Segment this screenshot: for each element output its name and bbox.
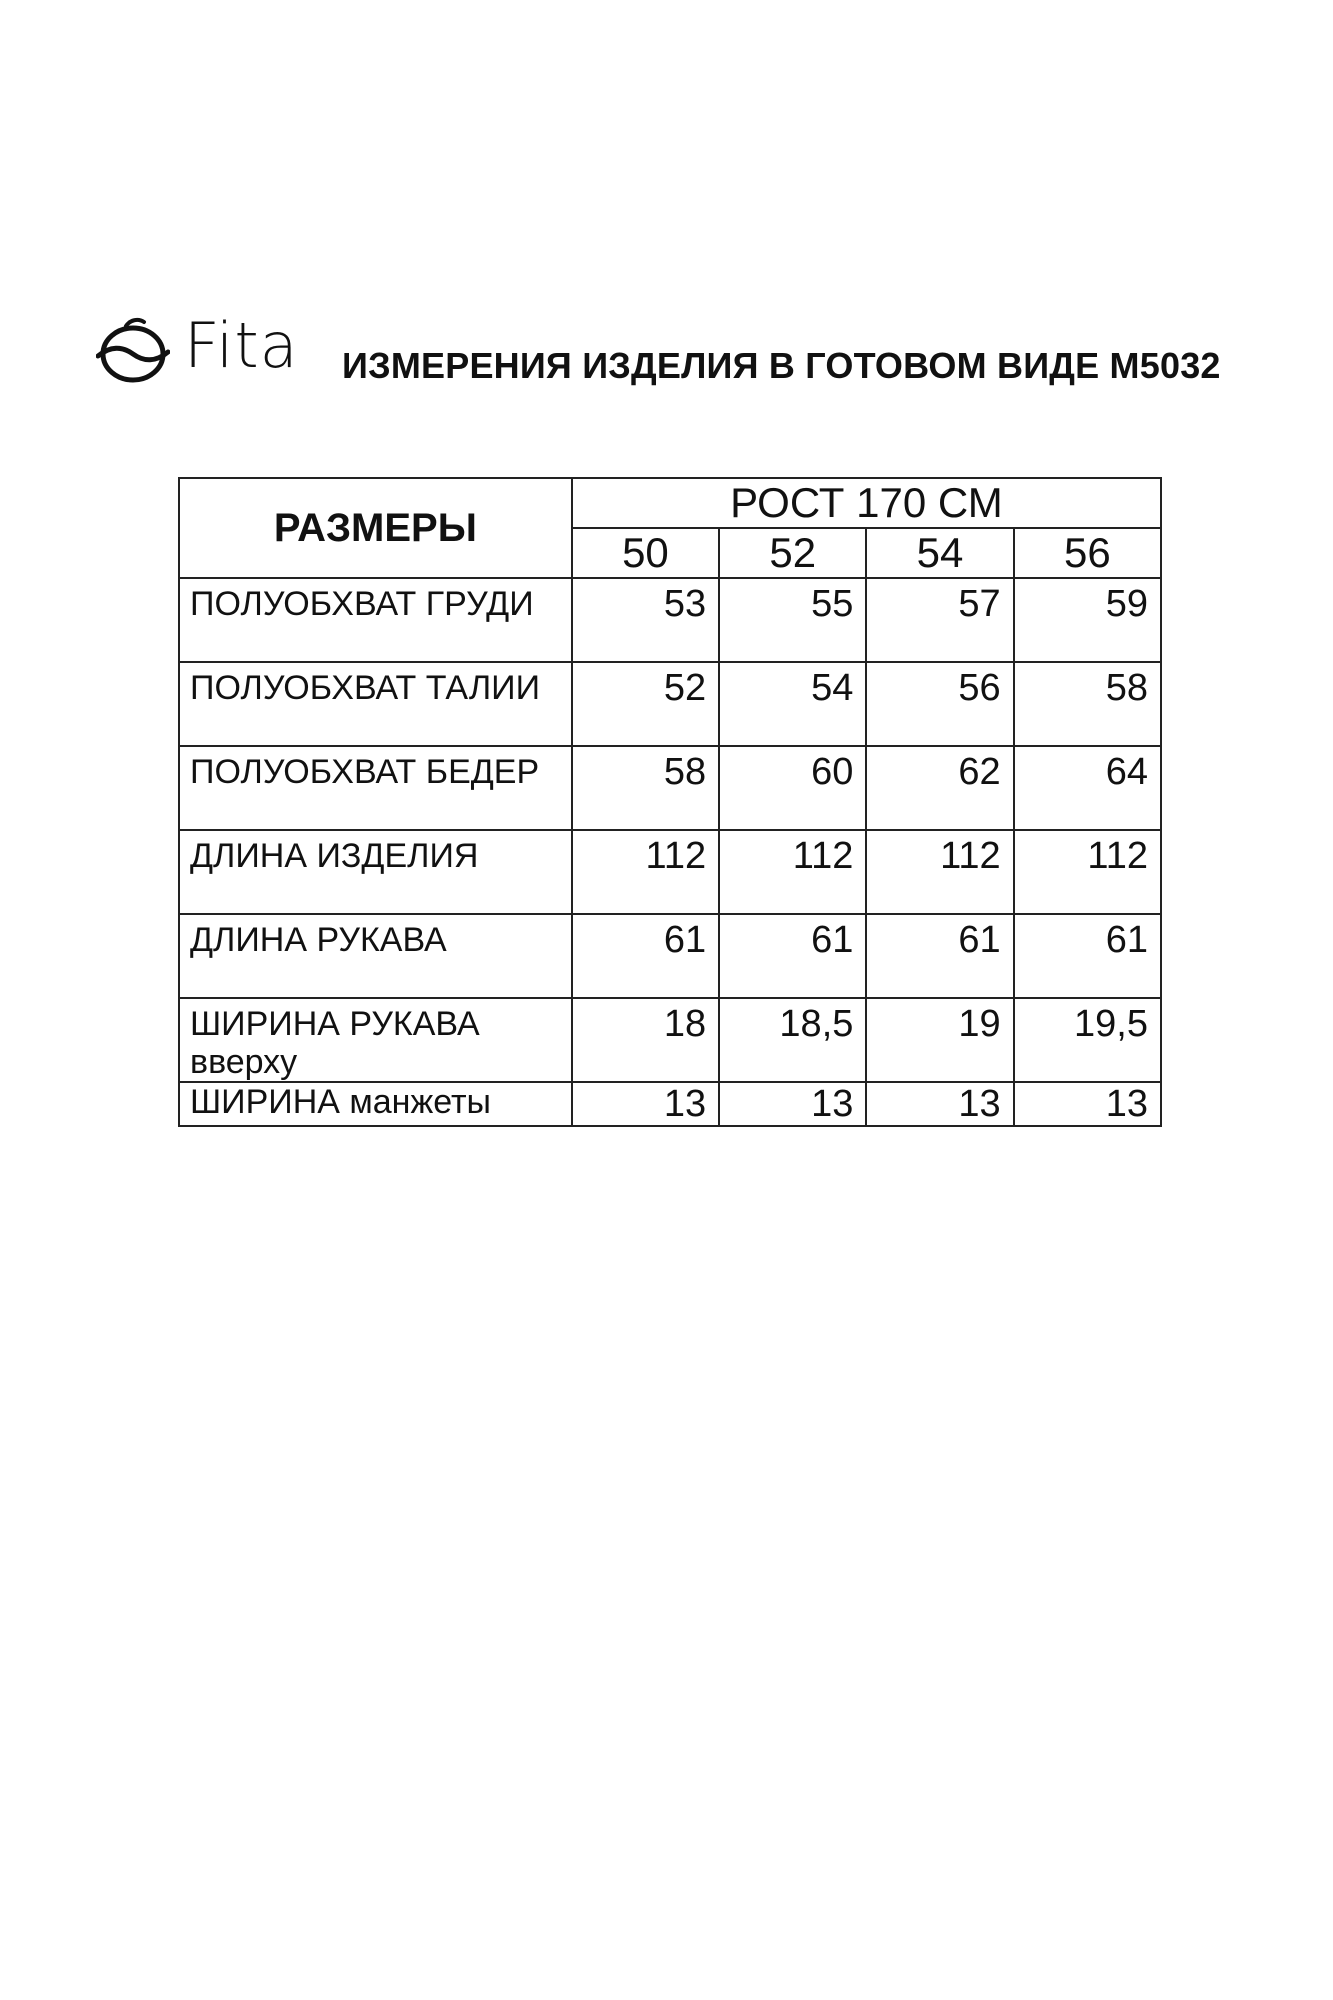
row-value: 19,5 — [1014, 998, 1161, 1082]
sizes-header: РАЗМЕРЫ — [179, 478, 572, 578]
row-value: 18,5 — [719, 998, 866, 1082]
row-value: 61 — [719, 914, 866, 998]
table-row — [179, 1082, 1161, 1126]
size-column-header: 52 — [719, 528, 866, 578]
row-value: 19 — [866, 998, 1013, 1082]
row-value: 13 — [866, 1082, 1013, 1126]
row-value: 61 — [1014, 914, 1161, 998]
fita-logo-icon — [96, 316, 170, 384]
table-row — [179, 662, 1161, 746]
table-header-row — [179, 478, 1161, 528]
row-value: 112 — [866, 830, 1013, 914]
row-value: 53 — [572, 578, 719, 662]
row-label: ШИРИНА манжеты — [179, 1082, 572, 1126]
row-label: ШИРИНА РУКАВА вверху — [179, 998, 572, 1082]
row-value: 112 — [572, 830, 719, 914]
row-value: 61 — [572, 914, 719, 998]
row-value: 62 — [866, 746, 1013, 830]
row-value: 13 — [572, 1082, 719, 1126]
row-value: 13 — [719, 1082, 866, 1126]
row-value: 55 — [719, 578, 866, 662]
height-header: РОСТ 170 СМ — [572, 478, 1161, 528]
measurements-table — [178, 477, 1162, 1127]
row-value: 112 — [719, 830, 866, 914]
size-chart — [178, 477, 1162, 1125]
row-value: 57 — [866, 578, 1013, 662]
row-value: 64 — [1014, 746, 1161, 830]
row-label: ДЛИНА ИЗДЕЛИЯ — [179, 830, 572, 914]
row-label: ПОЛУОБХВАТ ТАЛИИ — [179, 662, 572, 746]
row-label: ПОЛУОБХВАТ ГРУДИ — [179, 578, 572, 662]
table-row — [179, 578, 1161, 662]
size-column-header: 50 — [572, 528, 719, 578]
table-row — [179, 830, 1161, 914]
row-value: 112 — [1014, 830, 1161, 914]
row-value: 61 — [866, 914, 1013, 998]
row-value: 18 — [572, 998, 719, 1082]
row-value: 60 — [719, 746, 866, 830]
row-label: ДЛИНА РУКАВА — [179, 914, 572, 998]
table-row — [179, 998, 1161, 1082]
row-value: 52 — [572, 662, 719, 746]
document-header — [96, 309, 1246, 392]
page-title: ИЗМЕРЕНИЯ ИЗДЕЛИЯ В ГОТОВОМ ВИДЕ М5032 — [342, 345, 1221, 386]
brand-logo — [96, 309, 326, 392]
table-row — [179, 914, 1161, 998]
row-value: 54 — [719, 662, 866, 746]
size-column-header: 54 — [866, 528, 1013, 578]
row-value: 58 — [1014, 662, 1161, 746]
row-value: 13 — [1014, 1082, 1161, 1126]
row-value: 56 — [866, 662, 1013, 746]
table-row — [179, 746, 1161, 830]
brand-name: Fita — [184, 309, 299, 382]
size-column-header: 56 — [1014, 528, 1161, 578]
row-value: 59 — [1014, 578, 1161, 662]
row-label: ПОЛУОБХВАТ БЕДЕР — [179, 746, 572, 830]
row-value: 58 — [572, 746, 719, 830]
